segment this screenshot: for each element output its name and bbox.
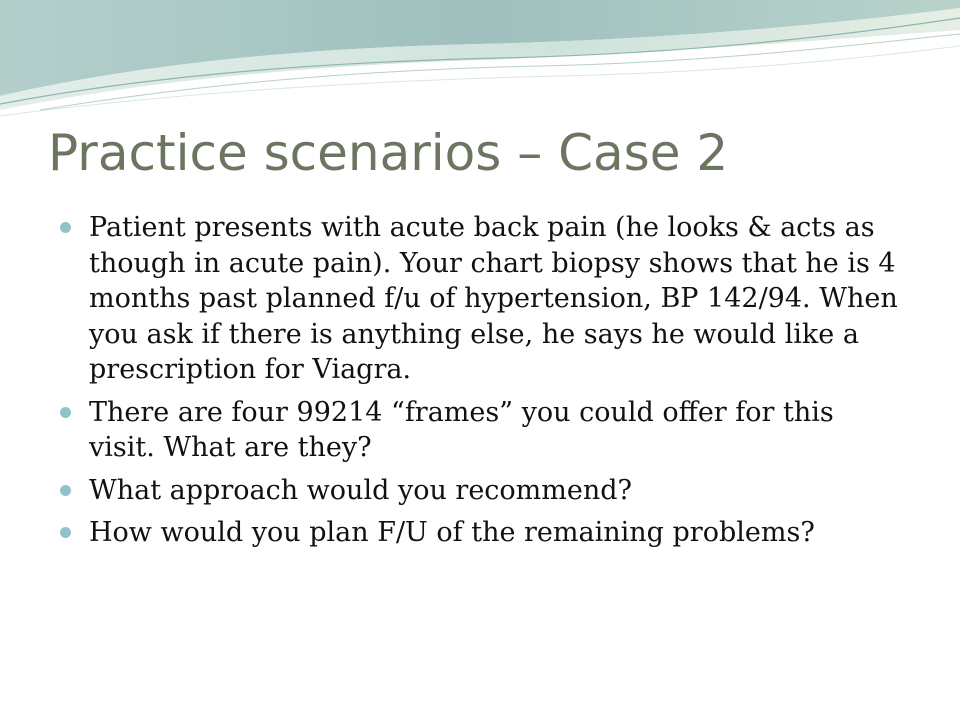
bullet-dot-icon xyxy=(60,527,71,538)
bullet-item xyxy=(58,515,908,551)
bullet-dot-icon xyxy=(60,407,71,418)
bullet-text: How would you plan F/U of the remaining problems? xyxy=(89,517,815,548)
bullet-item xyxy=(58,395,908,466)
header-wave-decoration xyxy=(0,0,960,120)
bullet-list xyxy=(58,210,908,558)
bullet-text: There are four 99214 “frames” you could offer for this visit. What are they? xyxy=(89,396,834,463)
bullet-dot-icon xyxy=(60,222,71,233)
bullet-item xyxy=(58,210,908,388)
bullet-text: What approach would you recommend? xyxy=(89,474,633,506)
bullet-item xyxy=(58,473,908,509)
bullet-text: Patient presents with acute back pain (he looks & acts as though in acute pain). Your chart biopsy shows that he is 4 months past planned f/u of hypertension, BP 142/94. When you ask if there is anything else, he says he would like a prescription for Viagra. xyxy=(89,212,898,385)
slide-title: Practice scenarios – Case 2 xyxy=(48,124,729,182)
bullet-dot-icon xyxy=(60,485,71,496)
